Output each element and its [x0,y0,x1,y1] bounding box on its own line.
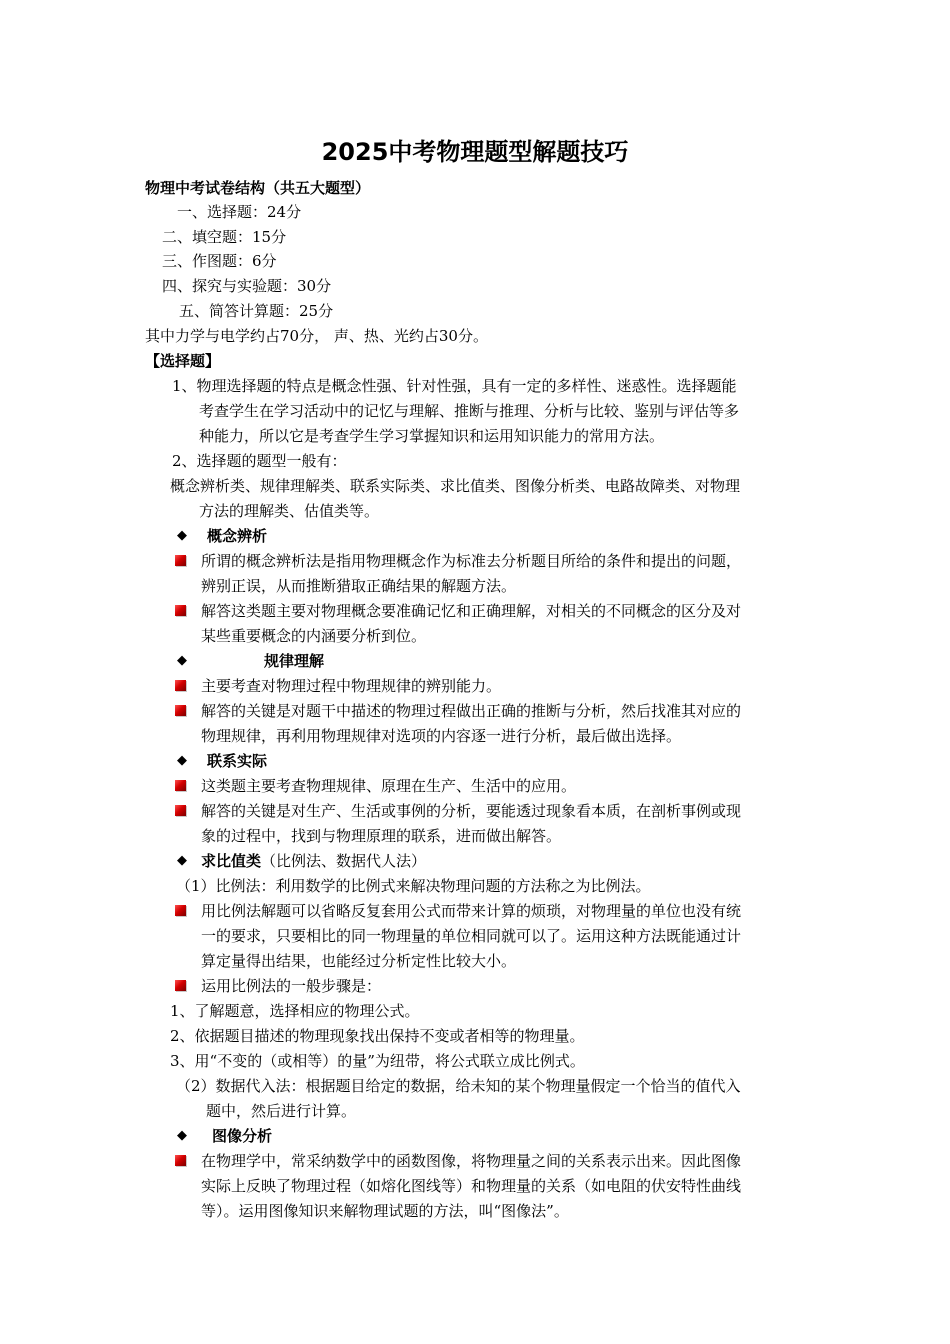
choice-p3-line1: 概念辨析类、规律理解类、联系实际类、求比值类、图像分析类、电路故障类、对物理 [170,477,741,495]
structure-summary: 其中力学与电学约占70分， 声、热、光约占30分。 [145,327,488,345]
law-b2-line2: 物理规律，再利用物理规律对选项的内容逐一进行分析，最后做出选择。 [201,727,682,745]
concept-b1-line2: 辨别正误，从而推断猎取正确结果的解题方法。 [201,577,517,595]
ratio-b2: 运用比例法的一般步骤是： [201,977,382,995]
red-square-bullet-icon [175,1155,186,1166]
structure-heading: 物理中考试卷结构（共五大题型） [145,179,371,197]
red-square-bullet-icon [175,555,186,566]
practice-b1: 这类题主要考查物理规律、原理在生产、生活中的应用。 [201,777,577,795]
concept-heading: 概念辨析 [207,527,268,545]
ratio-step-3: 3、用“不变的（或相等）的量”为纽带，将公式联立成比例式。 [170,1052,585,1070]
law-heading: 规律理解 [264,652,325,670]
ratio-heading-line [201,849,426,873]
choice-p1-line2: 考查学生在学习活动中的记忆与理解、推断与推理、分析与比较、鉴别与评估等多 [199,402,740,420]
red-square-bullet-icon [175,780,186,791]
red-square-bullet-icon [175,605,186,616]
ratio-step-2: 2、依据题目描述的物理现象找出保持不变或者相等的物理量。 [170,1027,585,1045]
ratio-heading: 求比值类 [201,852,262,870]
practice-heading: 联系实际 [207,752,268,770]
red-square-bullet-icon [175,905,186,916]
diamond-bullet-icon: ◆ [177,853,187,868]
graph-b1-line3: 等）。运用图像知识来解物理试题的方法，叫“图像法”。 [201,1202,569,1220]
structure-item-2: 二、填空题：15分 [162,228,287,246]
ratio-b1-line3: 算定量得出结果，也能经过分析定性比较大小。 [201,952,517,970]
ratio-b1-line1: 用比例法解题可以省略反复套用公式而带来计算的烦琐，对物理量的单位也没有统 [201,902,742,920]
diamond-bullet-icon: ◆ [177,528,187,543]
document-title: 2025中考物理题型解题技巧 [321,138,629,166]
concept-b2-line1: 解答这类题主要对物理概念要准确记忆和正确理解，对相关的不同概念的区分及对 [201,602,742,620]
graph-b1-line1: 在物理学中，常采纳数学中的函数图像，将物理量之间的关系表示出来。因此图像 [201,1152,742,1170]
choice-p3-line2: 方法的理解类、估值类等。 [199,502,380,520]
choice-p2: 2、选择题的题型一般有： [172,452,347,470]
law-b2-line1: 解答的关键是对题干中描述的物理过程做出正确的推断与分析，然后找准其对应的 [201,702,742,720]
choice-p1-line1: 1、物理选择题的特点是概念性强、针对性强，具有一定的多样性、迷惑性。选择题能 [172,377,737,395]
practice-b2-line2: 象的过程中，找到与物理原理的联系，进而做出解答。 [201,827,562,845]
red-square-bullet-icon [175,980,186,991]
structure-item-1: 一、选择题：24分 [177,203,302,221]
graph-b1-line2: 实际上反映了物理过程（如熔化图线等）和物理量的关系（如电阻的伏安特性曲线 [201,1177,742,1195]
choice-p1-line3: 种能力，所以它是考查学生学习掌握知识和运用知识能力的常用方法。 [199,427,665,445]
structure-item-4: 四、探究与实验题：30分 [162,277,332,295]
concept-b1-line1: 所谓的概念辨析法是指用物理概念作为标准去分析题目所给的条件和提出的问题， [201,552,742,570]
red-square-bullet-icon [175,680,186,691]
ratio-method-1: （1）比例法：利用数学的比例式来解决物理问题的方法称之为比例法。 [176,877,651,895]
red-square-bullet-icon [175,705,186,716]
law-b1: 主要考查对物理过程中物理规律的辨别能力。 [201,677,502,695]
structure-item-3: 三、作图题：6分 [162,252,277,270]
ratio-heading-note: （比例法、数据代人法） [261,852,427,870]
ratio-method-2-line1: （2）数据代入法：根据题目给定的数据，给未知的某个物理量假定一个恰当的值代入 [176,1077,741,1095]
diamond-bullet-icon: ◆ [177,653,187,668]
diamond-bullet-icon: ◆ [177,753,187,768]
ratio-step-1: 1、了解题意，选择相应的物理公式。 [170,1002,420,1020]
diamond-bullet-icon: ◆ [177,1128,187,1143]
ratio-method-2-line2: 题中，然后进行计算。 [206,1102,357,1120]
red-square-bullet-icon [175,805,186,816]
concept-b2-line2: 某些重要概念的内涵要分析到位。 [201,627,427,645]
ratio-b1-line2: 一的要求，只要相比的同一物理量的单位相同就可以了。运用这种方法既能通过计 [201,927,742,945]
choice-heading: 【选择题】 [145,352,221,370]
structure-item-5: 五、简答计算题：25分 [179,302,334,320]
practice-b2-line1: 解答的关键是对生产、生活或事例的分析，要能透过现象看本质，在剖析事例或现 [201,802,742,820]
graph-heading: 图像分析 [212,1127,273,1145]
